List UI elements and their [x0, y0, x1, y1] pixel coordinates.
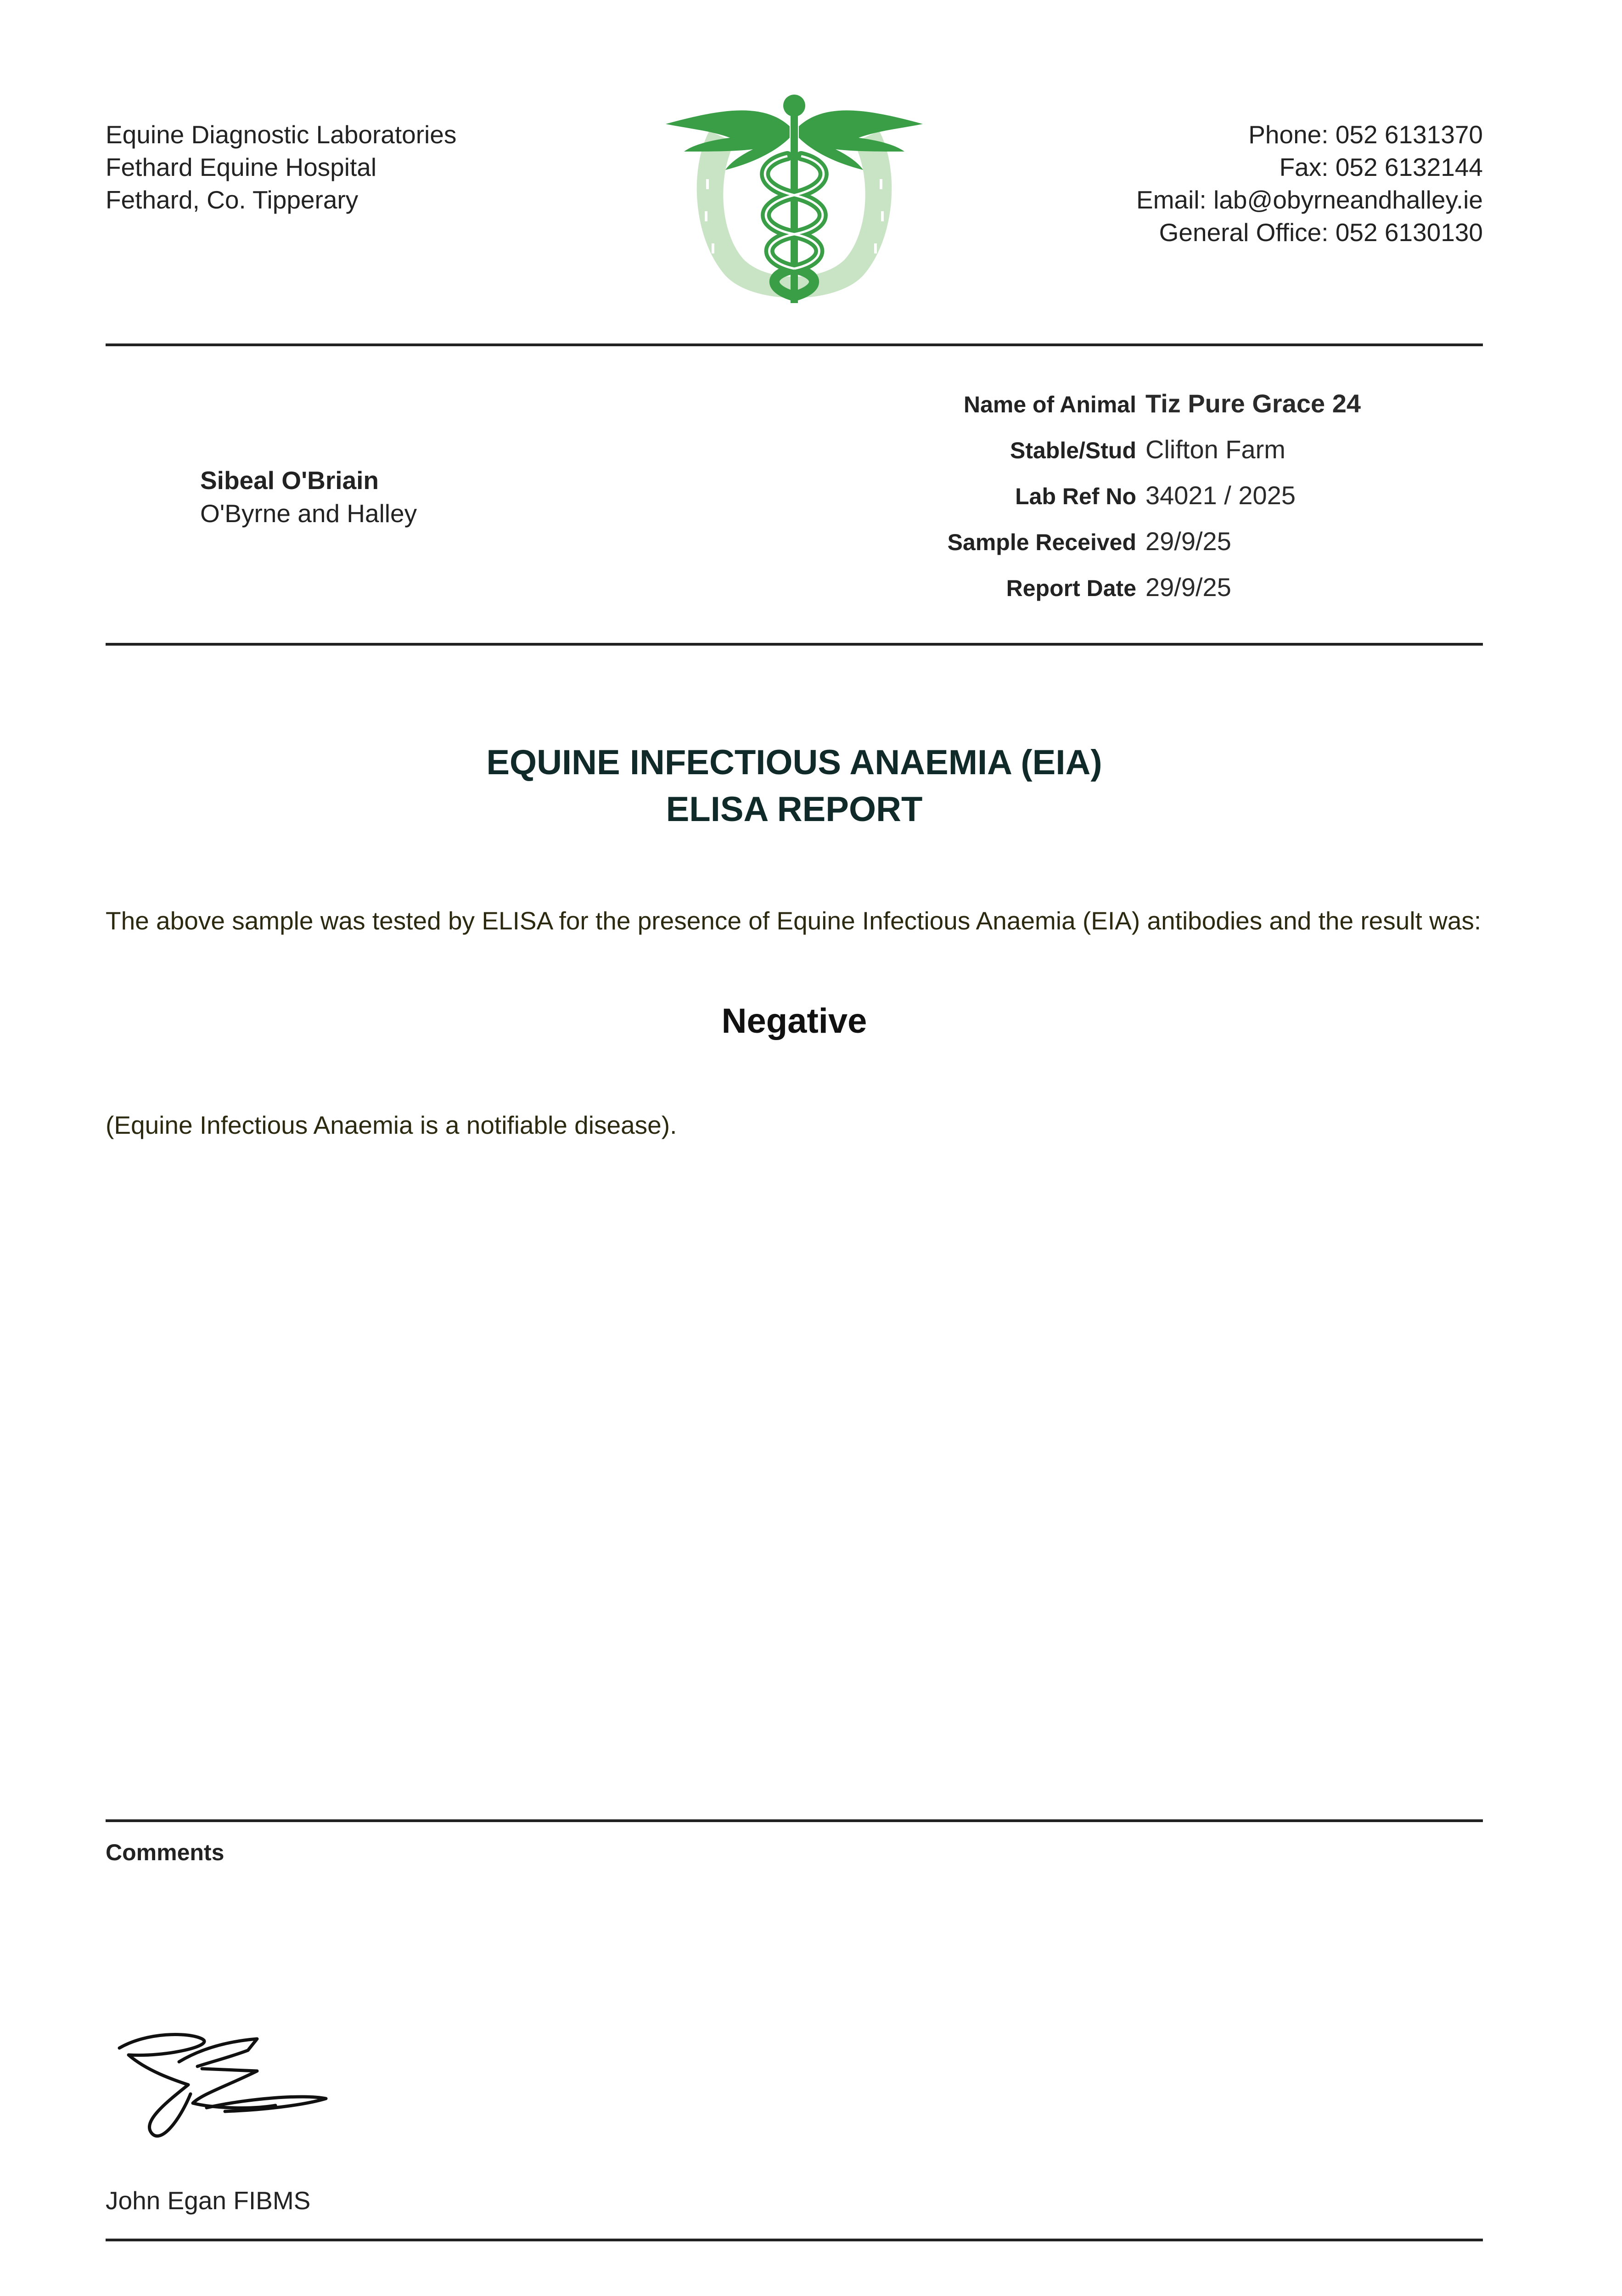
report-title-line: EQUINE INFECTIOUS ANAEMIA (EIA) — [486, 743, 1102, 782]
lab-address-line: Fethard, Co. Tipperary — [106, 186, 359, 214]
lab-address-line: Fethard Equine Hospital — [106, 153, 377, 181]
general-office-number: General Office: 052 6130130 — [1159, 218, 1483, 247]
recipient-block — [200, 464, 417, 530]
detail-value: 34021 / 2025 — [1145, 481, 1296, 510]
signer-name: John Egan FIBMS — [106, 2186, 311, 2215]
detail-label: Sample Received — [947, 529, 1136, 555]
report-title-line: ELISA REPORT — [666, 790, 923, 829]
email-address: Email: lab@obyrneandhalley.ie — [1136, 186, 1483, 214]
detail-row-lab-ref — [872, 478, 1483, 523]
sample-details — [872, 386, 1483, 615]
comments-divider — [106, 1819, 1483, 1822]
details-divider — [106, 643, 1483, 646]
caduceus-horseshoe-logo — [661, 87, 927, 312]
test-description: The above sample was tested by ELISA for the presence of Equine Infectious Anaemia (EIA) antibodies and the result was: — [106, 906, 1482, 935]
footer-divider — [106, 2239, 1483, 2241]
detail-row-animal — [872, 386, 1483, 432]
detail-value: 29/9/25 — [1145, 527, 1231, 556]
recipient-practice: O'Byrne and Halley — [200, 499, 417, 528]
handwritten-signature — [110, 2030, 349, 2158]
phone-number: Phone: 052 6131370 — [1248, 120, 1483, 149]
comments-label: Comments — [106, 1840, 224, 1865]
detail-row-stable — [872, 432, 1483, 478]
lab-address-line: Equine Diagnostic Laboratories — [106, 120, 457, 149]
detail-label: Name of Animal — [963, 392, 1136, 417]
detail-value: Tiz Pure Grace 24 — [1145, 389, 1361, 418]
test-result: Negative — [721, 1002, 867, 1041]
report-title — [106, 739, 1483, 833]
lab-contacts — [1136, 118, 1483, 249]
detail-label: Lab Ref No — [1015, 484, 1136, 509]
detail-label: Stable/Stud — [1010, 438, 1136, 463]
detail-label: Report Date — [1006, 575, 1136, 601]
detail-row-report-date — [872, 569, 1483, 615]
recipient-name: Sibeal O'Briain — [200, 466, 379, 495]
detail-value: 29/9/25 — [1145, 573, 1231, 602]
notifiable-note: (Equine Infectious Anaemia is a notifiable disease). — [106, 1111, 677, 1139]
detail-row-sample-received — [872, 523, 1483, 569]
detail-value: Clifton Farm — [1145, 435, 1285, 464]
lab-address — [106, 118, 456, 216]
header-divider — [106, 343, 1483, 346]
fax-number: Fax: 052 6132144 — [1279, 153, 1483, 181]
